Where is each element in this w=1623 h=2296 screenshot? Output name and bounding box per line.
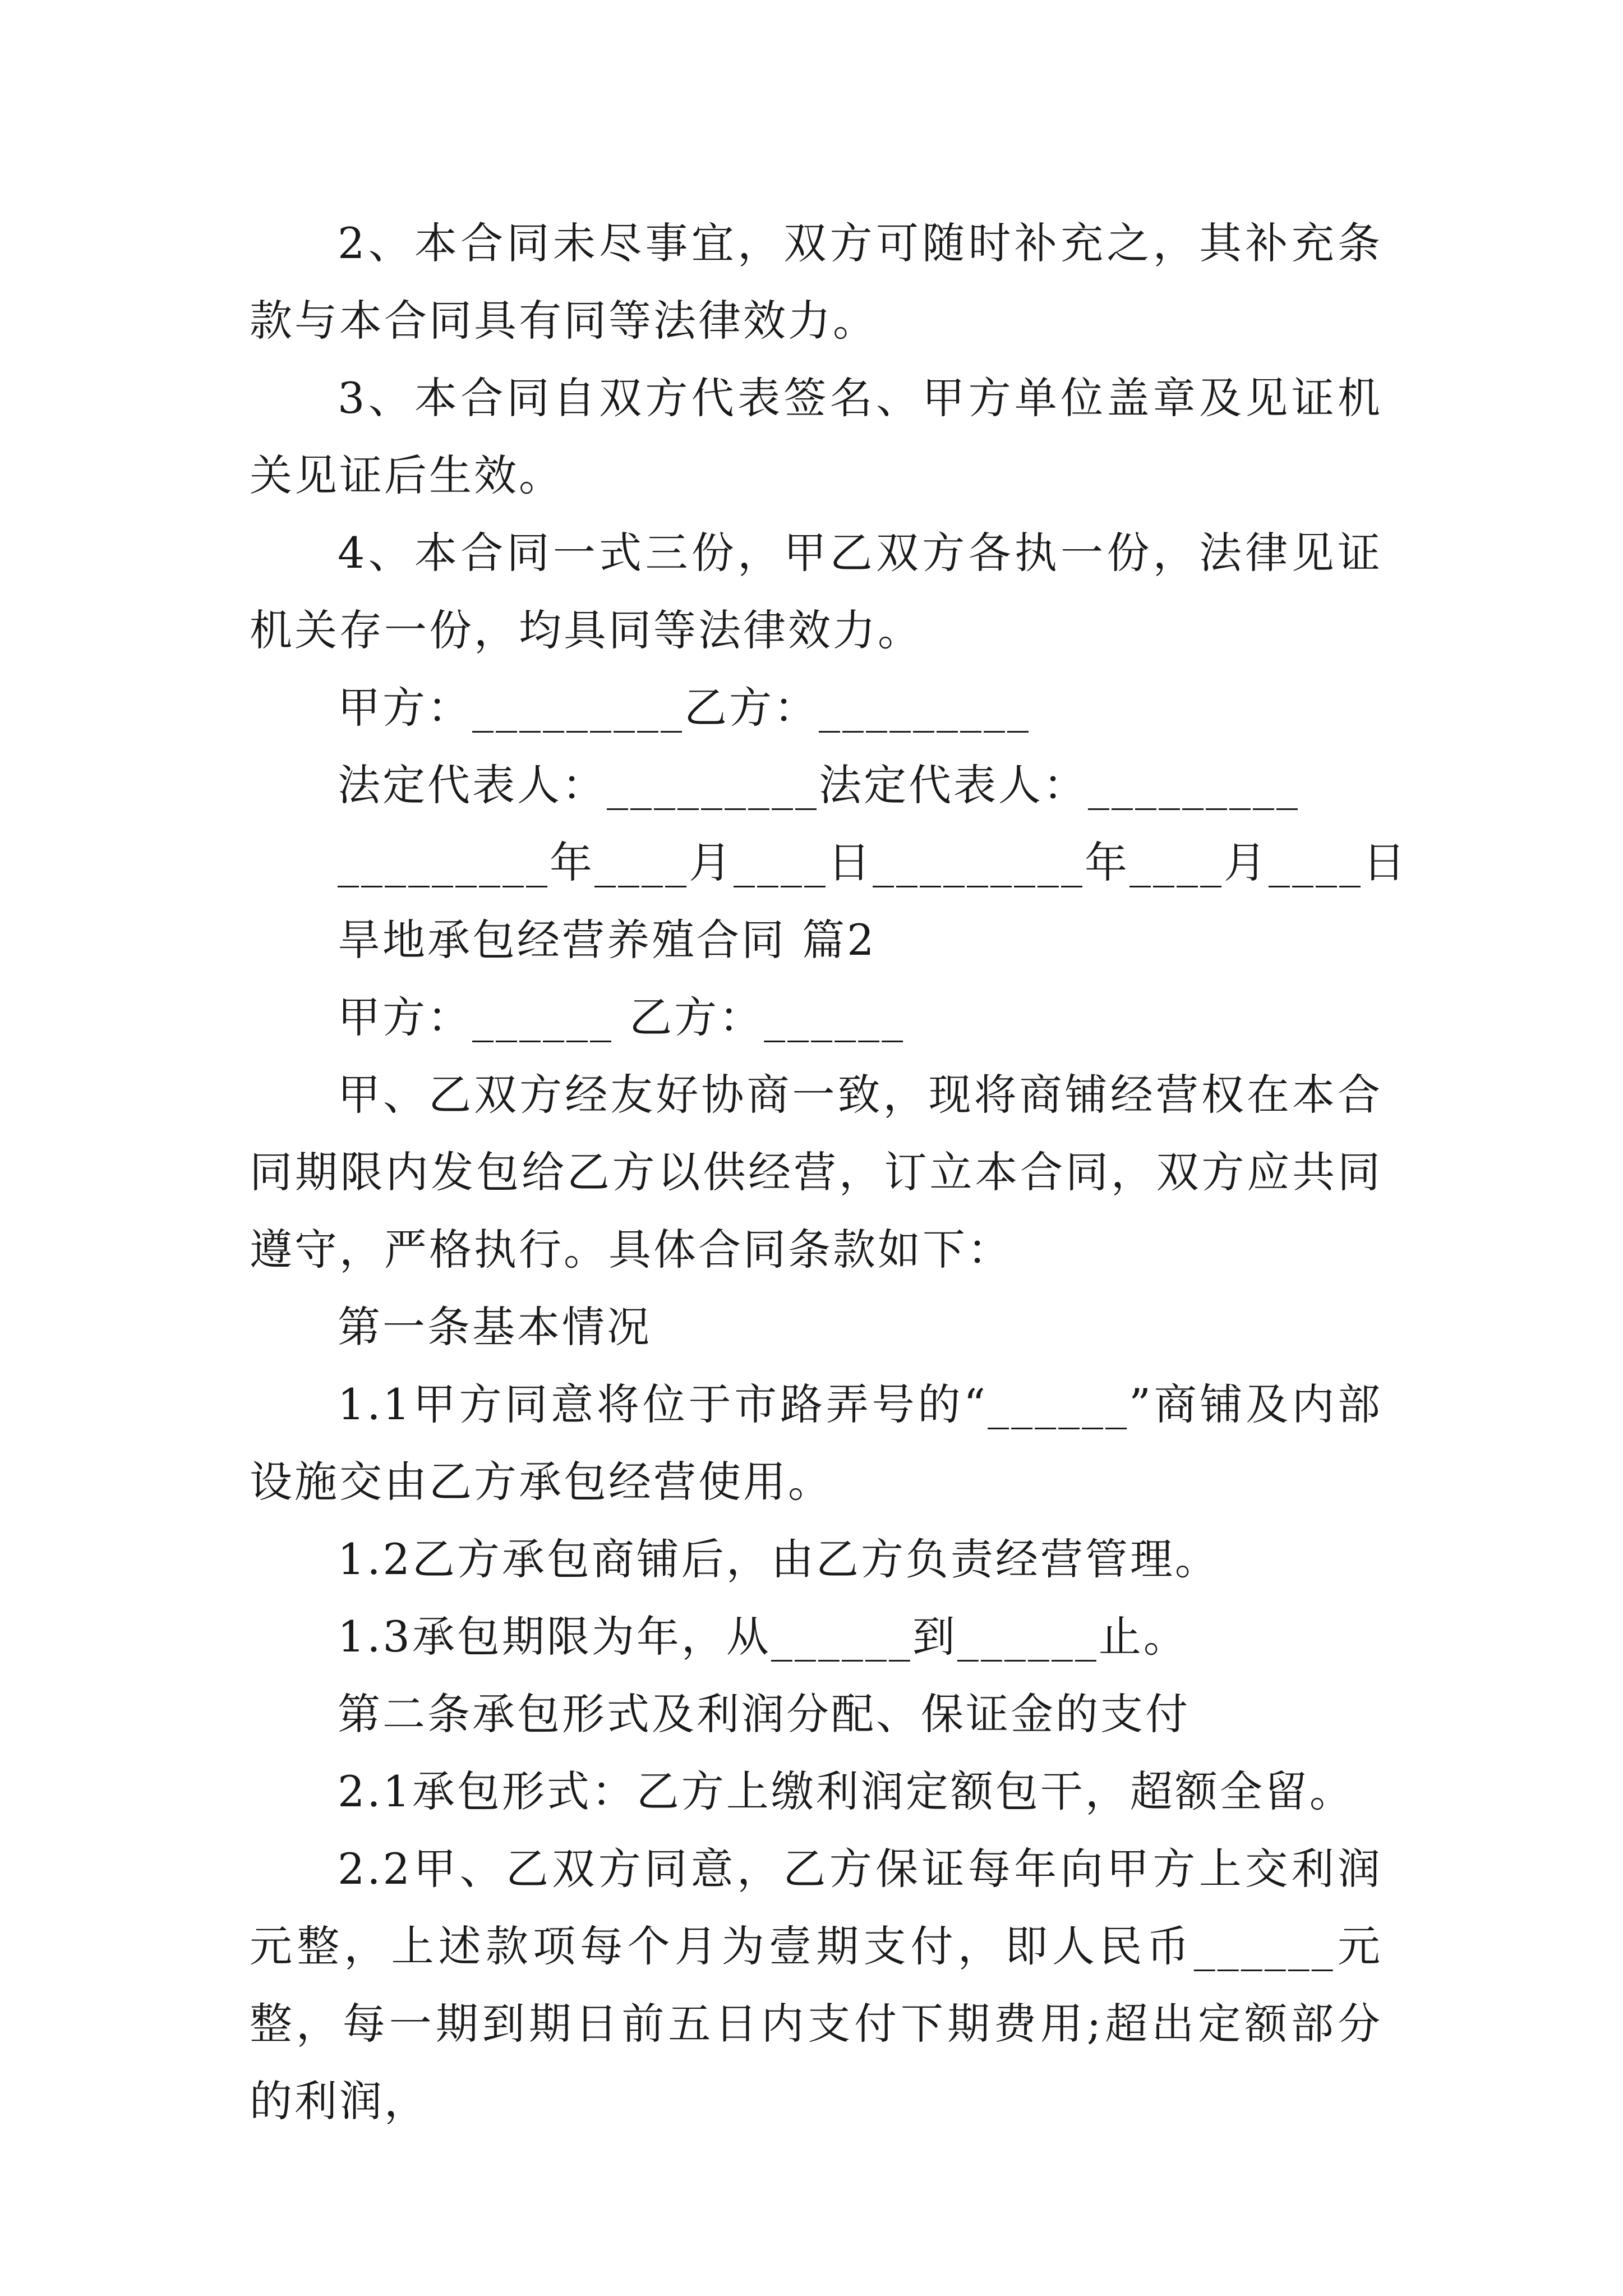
clause-2-2: 2.2甲、乙双方同意，乙方保证每年向甲方上交利润元整，上述款项每个月为壹期支付，即人民币______元整，每一期到期日前五日内支付下期费用;超出定额部分的利润，: [250, 1844, 1382, 2126]
intro-paragraph: 甲、乙双方经友好协商一致，现将商铺经营权在本合同期限内发包给乙方以供经营，订立本合同，双方应共同遵守，严格执行。具体合同条款如下：: [250, 1070, 1382, 1274]
clause-2-1: 2.1承包形式：乙方上缴利润定额包干，超额全留。: [338, 1766, 1354, 1816]
signature-party-line: 甲方：_________乙方：_________: [338, 683, 1031, 733]
clause-1-1: 1.1甲方同意将位于市路弄号的“______”商铺及内部设施交由乙方承包经营使用。: [250, 1379, 1382, 1507]
paragraph-clause-4: 4、本合同一式三份，甲乙双方各执一份，法律见证机关存一份，均具同等法律效力。: [250, 528, 1382, 655]
signature-representative-line: 法定代表人：_________法定代表人：_________: [338, 760, 1300, 810]
clause-1-3: 1.3承包期限为年，从______到______止。: [338, 1612, 1188, 1662]
party-line-2: 甲方：______ 乙方：______: [338, 992, 906, 1042]
article-2-title: 第二条承包形式及利润分配、保证金的支付: [338, 1689, 1190, 1739]
signature-date-line: _________年____月____日_________年____月____日: [338, 838, 1408, 887]
clause-1-2: 1.2乙方承包商铺后，由乙方负责经营管理。: [338, 1534, 1220, 1584]
paragraph-clause-3: 3、本合同自双方代表签名、甲方单位盖章及见证机关见证后生效。: [250, 373, 1382, 500]
article-1-title: 第一条基本情况: [338, 1302, 652, 1352]
section-title: 旱地承包经营养殖合同 篇2: [338, 915, 877, 965]
paragraph-clause-2: 2、本合同未尽事宜，双方可随时补充之，其补充条款与本合同具有同等法律效力。: [250, 218, 1382, 346]
